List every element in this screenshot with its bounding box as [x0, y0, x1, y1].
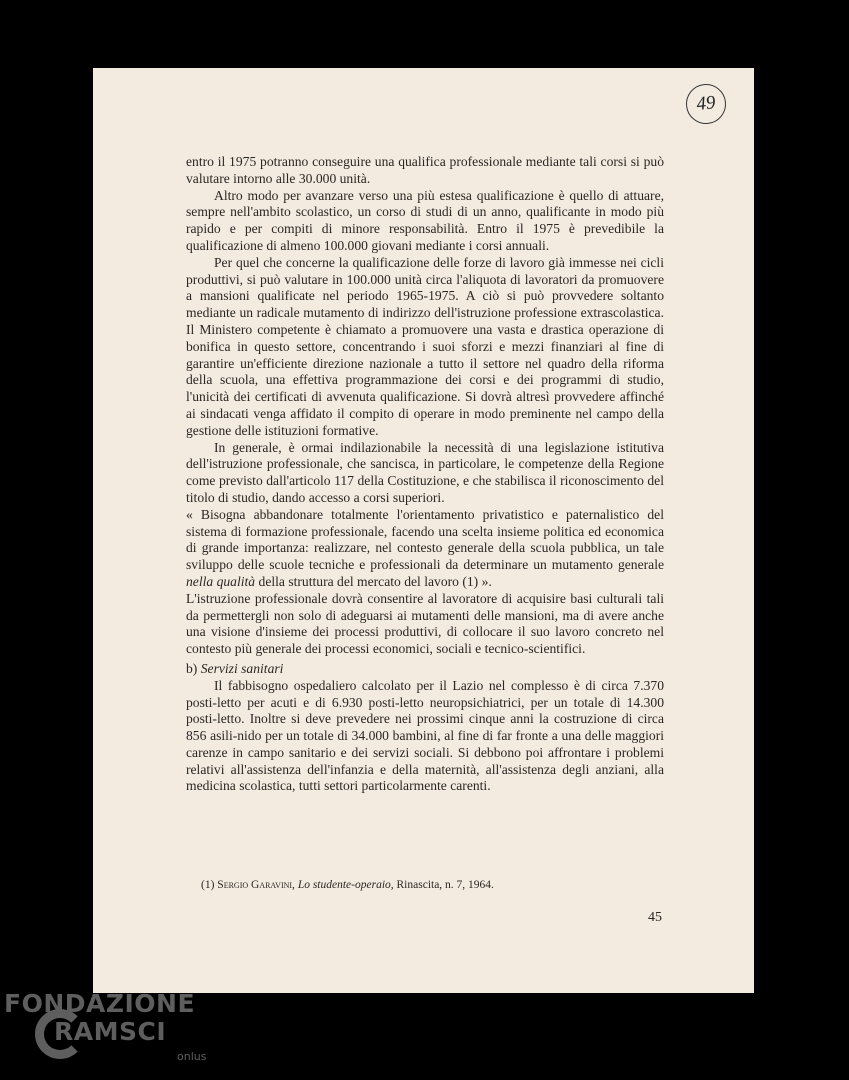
quotation-emphasis: nella qualità	[186, 573, 256, 589]
paragraph: L'istruzione professionale dovrà consentire al lavoratore di acquisire basi culturali tali da permettergli non solo di adeguarsi ai mutamenti delle mansioni, ma di avere anche una visione d'insieme dei processi produttivi, di collocare il suo lavoro concreto nel contesto più generale dei processi economici, sociali e tecnico-scientifici.	[186, 590, 664, 657]
body-text	[186, 154, 664, 795]
watermark-line1: FONDAZIONE	[4, 989, 196, 1018]
footnote-author: Sergio Garavini,	[217, 879, 295, 891]
footnote-marker: (1)	[201, 879, 215, 891]
paragraph: In generale, è ormai indilazionabile la necessità di una legislazione istitutiva dell'istruzione professionale, che sancisca, in particolare, le competenze della Regione come previsto dall'articolo 117 della Costituzione, e che stabilisca il riconoscimento del titolo di studio, dando accesso a corsi superiori.	[186, 439, 664, 505]
footnote-source: Rinascita, n. 7, 1964.	[396, 879, 494, 891]
quotation-end: della struttura del mercato del lavoro (1) ».	[258, 573, 492, 589]
section-heading-title: Servizi sanitari	[200, 660, 284, 676]
footnote	[201, 879, 661, 891]
document-page	[93, 68, 754, 993]
paragraph: Il fabbisogno ospedaliero calcolato per il Lazio nel complesso è di circa 7.370 posti-letto per acuti e di 6.930 posti-letto neuropsichiatrici, per un totale di 14.300 posti-letto. Inoltre si deve prevedere nei prossimi cinque anni la costruzione di circa 856 asili-nido per un totale di 34.000 bambini, al fine di far fronte a una delle maggiori carenze in campo sanitario e dei servizi sociali. Si debbono poi affrontare i problemi relativi all'assistenza dell'infanzia e della maternità, all'assistenza degli anziani, alla medicina scolastica, tutti settori particolarmente carenti.	[186, 677, 664, 794]
watermark-line2: RAMSCI	[54, 1017, 167, 1046]
quotation	[186, 507, 664, 591]
quotation-text: « Bisogna abbandonare totalmente l'orientamento privatistico e paternalistico del sistema di formazione professionale, facendo una scelta insieme politica ed economica di grande importanza: realizzare, nel contesto generale della scuola pubblica, un tale sviluppo delle scuole tecniche e professionali da determinare un mutamento generale	[186, 506, 664, 573]
section-heading-prefix: b)	[186, 660, 198, 676]
section-heading	[186, 661, 664, 678]
paragraph: entro il 1975 potranno conseguire una qualifica professionale mediante tali corsi si può valutare intorno alle 30.000 unità.	[186, 154, 664, 186]
page-number: 45	[648, 910, 662, 925]
paragraph: Altro modo per avanzare verso una più estesa qualificazione è quello di attuare, sempre nell'ambito scolastico, un corso di studi di un anno, qualificante in modo più rapido e per compiti di minore responsabilità. Entro il 1975 è prevedibile la qualificazione di almeno 100.000 giovani mediante i corsi annuali.	[186, 187, 664, 253]
fondazione-gramsci-watermark	[4, 989, 214, 1077]
watermark-onlus: onlus	[177, 1050, 207, 1063]
archive-number-stamp: 49	[684, 82, 728, 126]
paragraph: Per quel che concerne la qualificazione delle forze di lavoro già immesse nei cicli produttivi, si può valutare in 100.000 unità circa l'aliquota di lavoratori da promuovere a mansioni qualificate nel periodo 1965-1975. A ciò si può provvedere soltanto mediante un radicale mutamento di indirizzo dell'istruzione professione extrascolastica. Il Ministero competente è chiamato a promuovere una vasta e drastica operazione di bonifica in questo settore, concentrando i suoi sforzi e mezzi finanziari al fine di garantire un'efficiente direzione nazionale a tutto il settore nel quadro della riforma della scuola, una effettiva programmazione dei corsi e dei programmi di studio, l'unicità dei certificati di avvenuta qualificazione. Si dovrà altresì provvedere affinché ai sindacati venga affidato il compito di operare in modo preminente nel campo della gestione delle istituzioni formative.	[186, 254, 664, 438]
footnote-title: Lo studente-operaio,	[297, 879, 394, 891]
